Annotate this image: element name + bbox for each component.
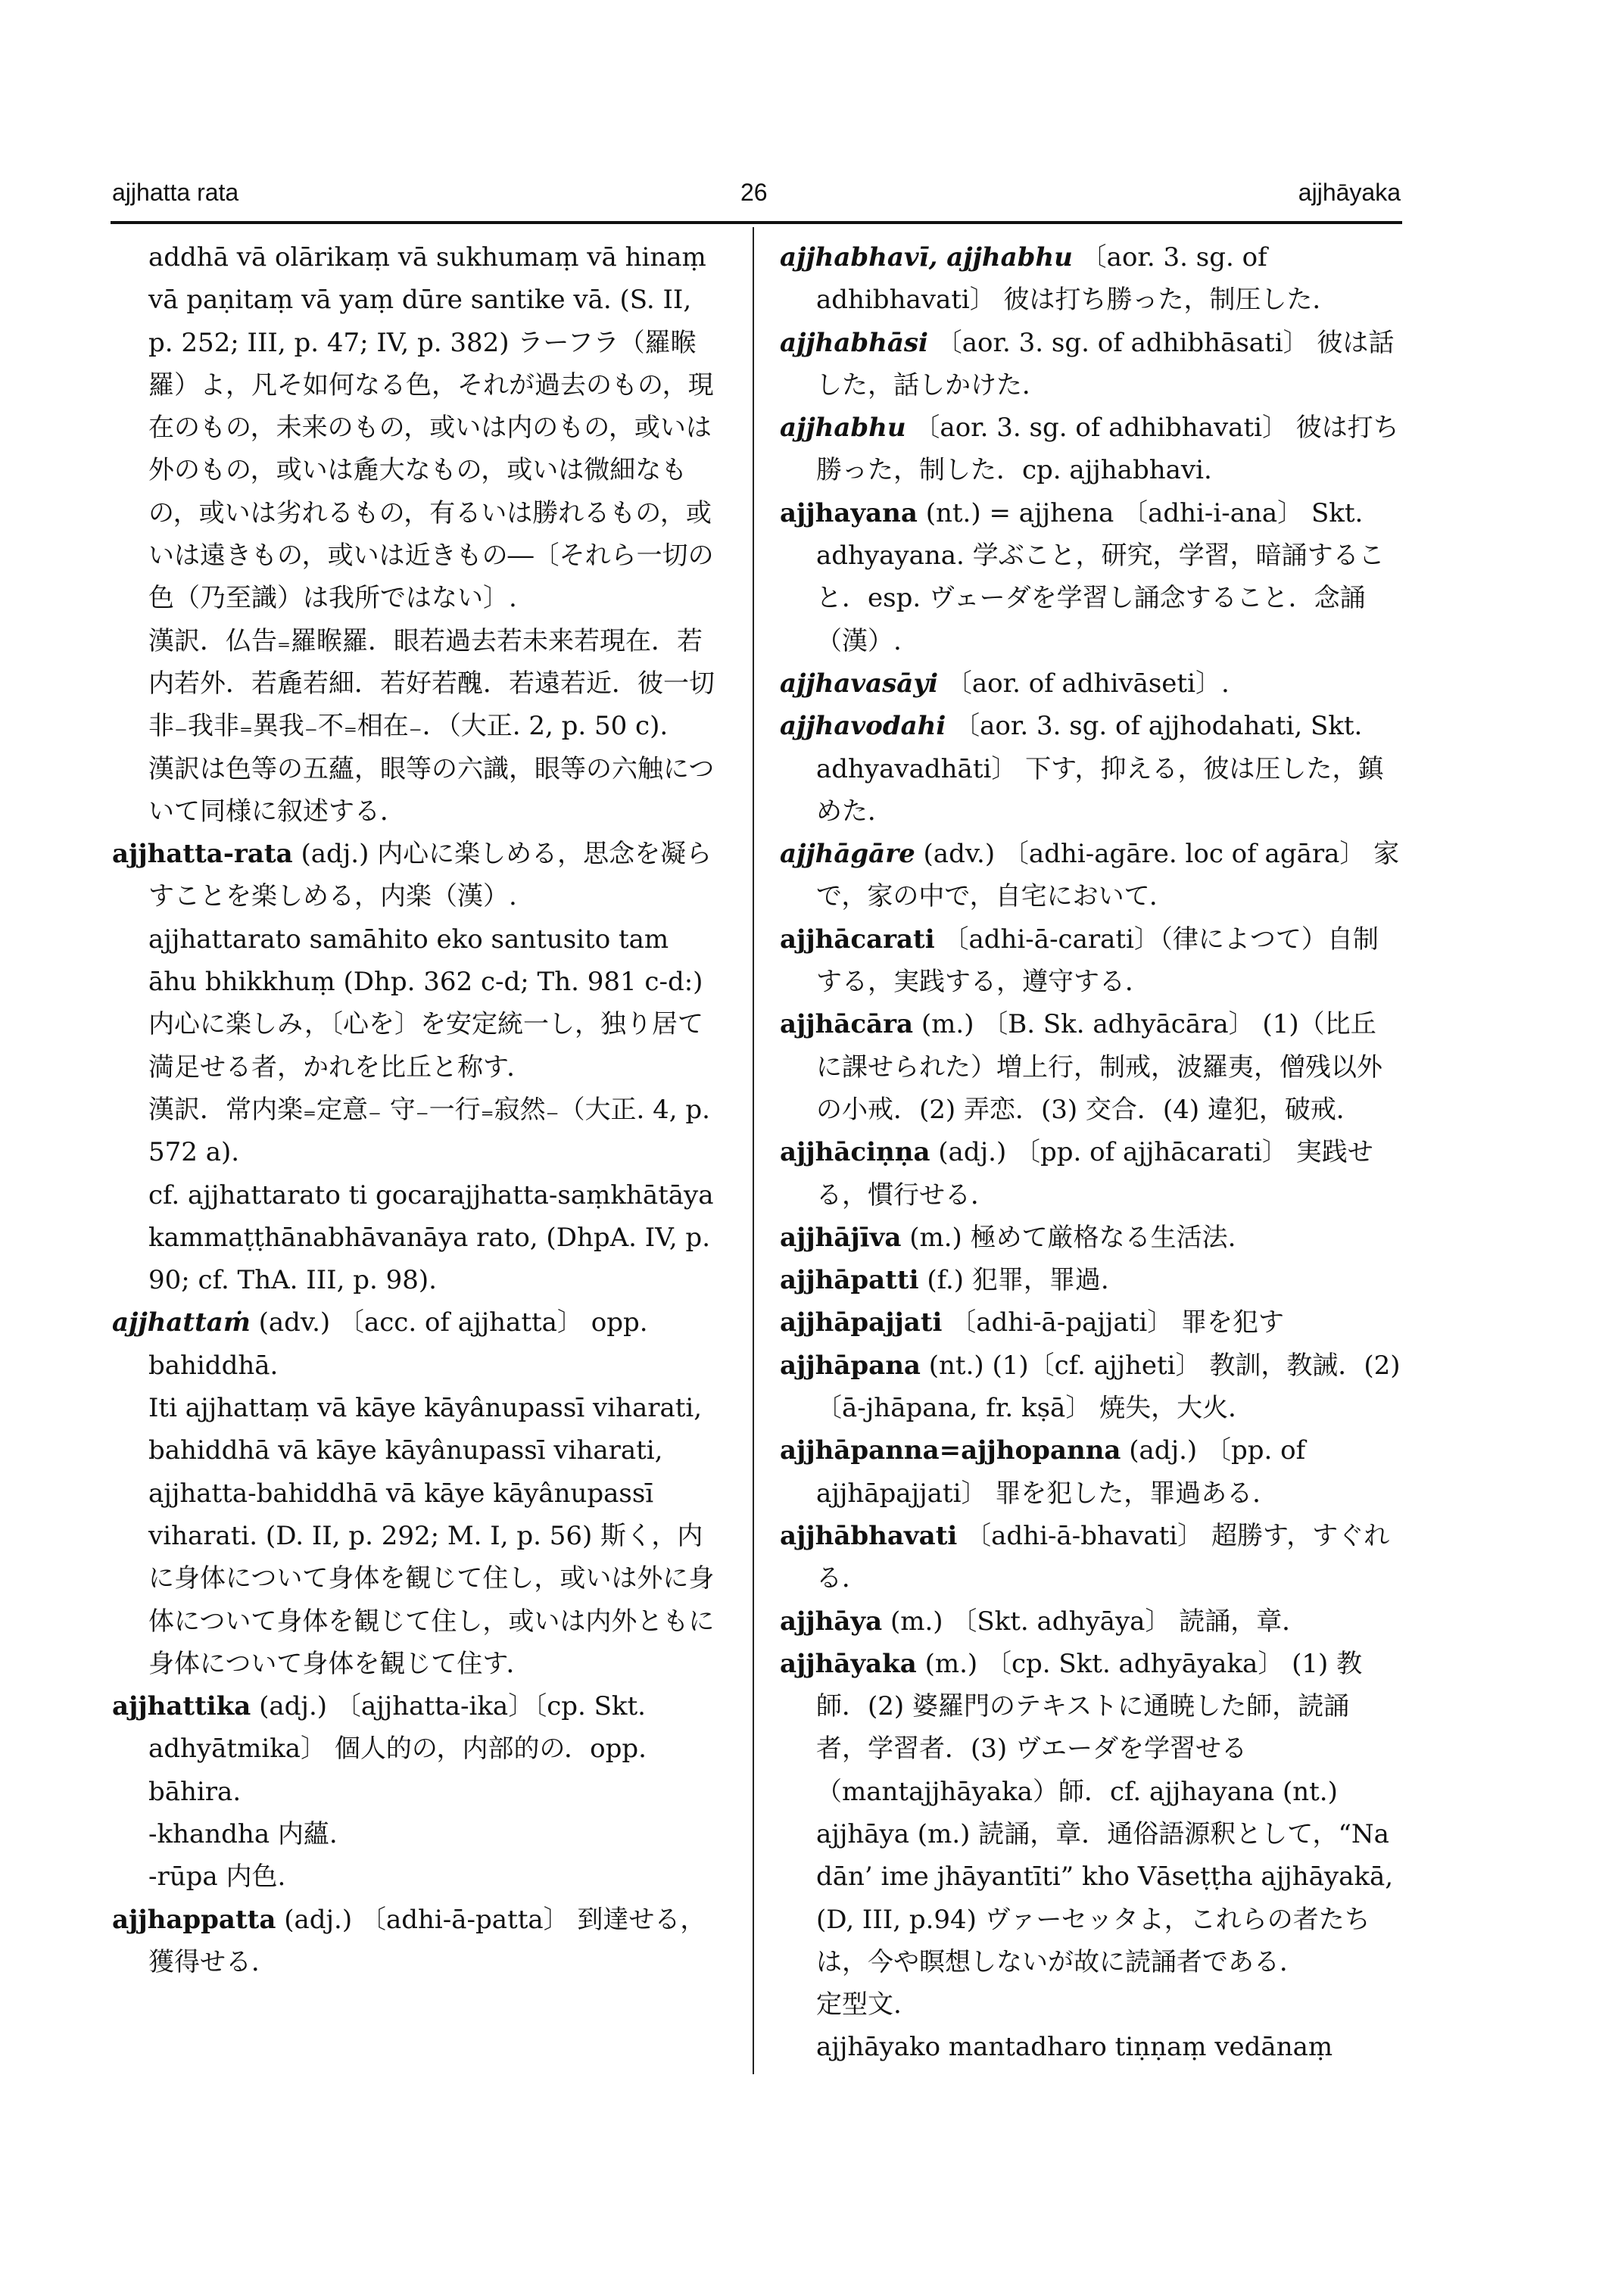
entry-definition: (adj.) 〔pp. of ajjhāpajjati〕 罪を犯した，罪過ある． [816,1435,1306,1509]
entry-definition: 〔adhi-ā-bhavati〕 超勝す，すぐれる． [816,1520,1390,1594]
page-header [112,179,1401,224]
entry-definition: (adj.) 〔adhi-ā-patta〕 到達せる，獲得せる． [148,1904,706,1977]
entry-definition: (f.) 犯罪，罪過. [927,1265,1109,1296]
dictionary-entry [780,1344,1401,1430]
dictionary-entry [780,1515,1401,1600]
entry-definition: 〔aor. 3. sg. of adhibhavati〕 彼は打ち勝った，制圧した． [816,242,1339,316]
entry-paragraph: addhā vā olārikaṃ vā sukhumaṃ vā hinaṃ vā paṇitaṃ vā yaṃ dūre santike vā. (S. II, p. 252; III, p. 47; IV, p. 382) ラーフラ（羅睺羅）よ，凡そ如何なる色，それが過去のもの，現在のもの，未来のもの，或いは内のもの，或いは外のもの，或いは麁大なもの，或いは微細なもの，或いは劣れるもの，有るいは勝れるもの，或いは遠きもの，或いは近きもの―〔それら一切の色（乃至識）は我所ではない〕. [148,242,714,614]
entry-definition: 〔adhi-ā-carati〕（律によつて）自制する，実践する，遵守する． [816,924,1379,998]
entry-headword: ajjhavasāyi [780,668,939,699]
entry-definition: (m.) 〔B. Sk. adhyācāra〕 (1)（比丘に課せられた）増上行，制戒，波羅夷，僧残以外の小戒．(2) 弄恋．(3) 交合．(4) 違犯，破戒． [816,1009,1382,1125]
entry-headword: ajjhāyaka [780,1648,917,1679]
entry-headword: ajjhattaṁ [112,1307,251,1338]
entry-headword: ajjhavodahi [780,711,946,742]
entry-headword: ajjhabhāsi [780,327,928,358]
entry-definition: (adv.) 〔acc. of ajjhatta〕 opp. bahiddhā. [148,1307,648,1381]
header-right-guideword: ajjhāyaka [1298,179,1401,206]
dictionary-entry [780,236,1401,322]
dictionary-entry [780,1429,1401,1515]
header-left-guideword: ajjhatta rata [112,179,239,206]
entry-headword: ajjhājīva [780,1222,902,1253]
entry-headword: ajjhappatta [112,1904,276,1935]
entry-paragraph: cf. ajjhattarato ti gocarajjhatta-saṃkhātāya kammaṭṭhānabhāvanāya rato, (DhpA. IV, p. 90; cf. ThA. III, p. 98). [148,1179,714,1296]
entry-headword: ajjhābhavati [780,1520,958,1551]
entry-definition: (m.) 〔Skt. adhyāya〕 読誦，章． [890,1606,1308,1637]
entry-paragraph: -khandha 内蘊. [148,1818,338,1849]
entry-headword: ajjhattika [112,1691,251,1722]
dictionary-entry [780,1217,1401,1259]
entry-headword: ajjhabhavī, ajjhabhu [780,242,1073,273]
entry-headword: ajjhācarati [780,924,935,955]
entry-definition: 〔aor. of adhivāseti〕. [946,668,1230,699]
dictionary-entry [780,1600,1401,1643]
dictionary-entry [112,1301,718,1387]
entry-definition: (m.) 〔cp. Skt. adhyāyaka〕 (1) 教師．(2) 婆羅門のテキストに通暁した師，読誦者，学習者．(3) ヴエーダを学習せる（mantajjhāyaka）師．cf. ajjhayana (nt.) ajjhāya (m.) 読誦，章．通俗語源釈として，“Na dān’ ime jhāyantīti” kho Vāseṭṭha ajjhāyakā, (D, III, p.94) ヴァーセッタよ，これらの者たちは，今や瞑想しないが故に読誦者である． [816,1648,1394,1977]
entry-definition: (nt.) (1)〔cf. ajjheti〕 教訓，教誡．(2)〔ā-jhāpana, fr. kṣā〕 焼失，大火． [816,1350,1401,1424]
entry-definition: (nt.) = ajjhena 〔adhi-i-ana〕 Skt. adhyayana. 学ぶこと，研究，学習，暗誦すること．esp. ヴェーダを学習し誦念すること．念誦（漢）. [816,497,1385,656]
entry-definition: (m.) 極めて厳格なる生活法. [909,1222,1236,1253]
right-column [780,236,1401,2069]
left-column [112,236,718,1983]
entry-headword: ajjhabhu [780,413,906,444]
dictionary-entry [112,1685,718,1813]
entry-paragraph: 漢訳．仏告₌羅睺羅．眼若過去若未来若現在．若内若外．若麁若細．若好若醜．若遠若近．彼一切非₋我非₌異我₋不₌相在₋．（大正. 2, p. 50 c). [148,625,715,742]
dictionary-entry [780,1301,1401,1344]
entry-paragraph: Iti ajjhattaṃ vā kāye kāyânupassī viharati, bahiddhā vā kāye kāyânupassī viharati, ajjhatta-bahiddhā vā kāye kāyânupassī viharati. (D. II, p. 292; M. I, p. 56) 斯く，内に身体について身体を観じて住し，或いは外に身体について身体を観じて住し，或いは内外ともに身体について身体を観じて住す． [148,1393,715,1679]
entry-definition: 〔aor. 3. sg. of adhibhavati〕 彼は打ち勝った，制した．cp. ajjhabhavi. [816,413,1399,486]
column-divider [753,227,754,2074]
entry-definition: (adj.) 内心に楽しめる，思念を凝らすことを楽しめる，内楽（漢）. [148,839,712,912]
entry-definition: 〔adhi-ā-pajjati〕 罪を犯す [950,1307,1285,1338]
entry-definition: (adv.) 〔adhi-agāre. loc of agāra〕 家で，家の中で，自宅において． [816,839,1400,912]
dictionary-entry [780,322,1401,407]
dictionary-entry [780,407,1401,492]
entry-definition: (adj.) 〔ajjhatta-ika〕〔cp. Skt. adhyātmika〕 個人的の，内部的の．opp. bāhira. [148,1691,647,1807]
dictionary-entry [780,1131,1401,1217]
entry-headword: ajjhāciṇṇa [780,1137,930,1168]
entry-paragraph: 漢訳．常内楽₌定意₋ 守₋一行₌寂然₋（大正. 4, p. 572 a). [148,1094,710,1168]
dictionary-entry [780,705,1401,833]
entry-definition: (adj.) 〔pp. of ajjhācarati〕 実践せる，慣行せる． [816,1137,1373,1210]
dictionary-entry [780,492,1401,662]
entry-headword: ajjhācāra [780,1009,914,1040]
dictionary-entry [780,1259,1401,1301]
dictionary-entry [780,1003,1401,1131]
entry-paragraph: -rūpa 内色. [148,1862,286,1893]
page-number: 26 [740,179,768,206]
entry-headword: ajjhāpajjati [780,1307,943,1338]
entry-headword: ajjhāpatti [780,1265,919,1296]
dictionary-entry [112,1899,718,1984]
entry-headword: ajjhāpanna=ajjhopanna [780,1435,1121,1466]
entry-headword: ajjhāgāre [780,839,915,870]
entry-headword: ajjhayana [780,497,918,528]
entry-definition: 〔aor. 3. sg. of ajjhodahati, Skt. adhyavadhāti〕 下す，抑える，彼は圧した，鎮めた． [816,711,1384,827]
entry-headword: ajjhāya [780,1606,883,1637]
entry-paragraph: 定型文. [816,1989,902,2020]
entry-headword: ajjhāpana [780,1350,921,1381]
header-rule [111,221,1402,224]
dictionary-entry [780,833,1401,918]
entry-paragraph: 漢訳は色等の五蘊，眼等の六識，眼等の六触について同様に叙述する． [148,753,715,827]
dictionary-entry [112,833,718,918]
dictionary-entry [780,662,1401,705]
entry-headword: ajjhatta-rata [112,839,293,870]
dictionary-entry [780,1643,1401,1983]
entry-paragraph: ajjhāyako mantadharo tiṇṇaṃ vedānaṃ [816,2032,1333,2063]
dictionary-entry [780,918,1401,1004]
entry-paragraph: ajjhattarato samāhito eko santusito tam āhu bhikkhuṃ (Dhp. 362 c-d; Th. 981 c-d:) 内心に楽しみ，〔心を〕を安定統一し，独り居て満足せる者，かれを比丘と称す． [148,924,704,1083]
entry-definition: 〔aor. 3. sg. of adhibhāsati〕 彼は話した，話しかけた． [816,327,1395,400]
